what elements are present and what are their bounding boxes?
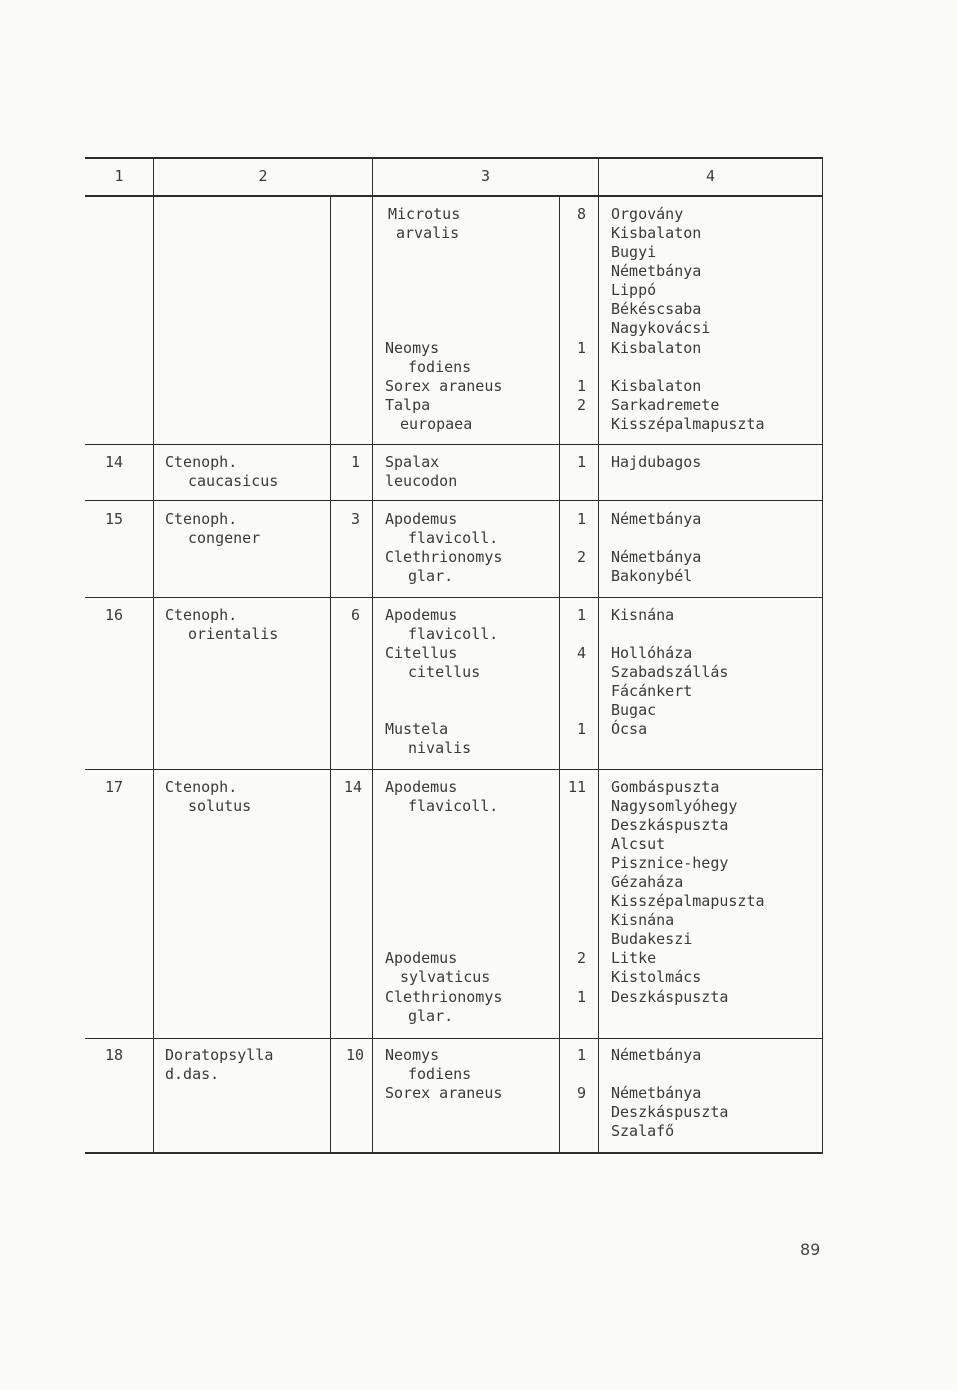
total-count: 14 (343, 778, 362, 796)
row-divider (85, 769, 823, 770)
flea-species: Ctenoph. (165, 510, 238, 528)
subcolumn-divider (330, 195, 331, 1154)
locality: Deszkáspuszta (611, 988, 729, 1006)
row-number: 18 (105, 1046, 124, 1064)
table-right-border (822, 157, 823, 1154)
locality: Szalafő (611, 1122, 675, 1140)
host-count: 1 (576, 606, 586, 624)
host-species: arvalis (396, 224, 460, 242)
total-count: 3 (350, 510, 360, 528)
host-count: 1 (576, 510, 586, 528)
table-bottom-border (85, 1152, 823, 1154)
total-count: 1 (350, 453, 360, 471)
host-species: Citellus (385, 644, 458, 662)
row-divider (85, 500, 823, 501)
column-divider (153, 157, 154, 1154)
host-count: 1 (576, 453, 586, 471)
locality: Litke (611, 949, 657, 967)
host-species: Spalax (385, 453, 440, 471)
locality: Hollóháza (611, 644, 693, 662)
locality: Németbánya (611, 1084, 702, 1102)
row-divider (85, 444, 823, 445)
host-species: europaea (400, 415, 473, 433)
host-count: 1 (576, 720, 586, 738)
locality: Lippó (611, 281, 657, 299)
row-number: 16 (105, 606, 124, 624)
host-count: 1 (576, 988, 586, 1006)
host-species: citellus (408, 663, 481, 681)
locality: Nagykovácsi (611, 319, 711, 337)
row-number: 14 (105, 453, 124, 471)
host-species: Clethrionomys (385, 988, 503, 1006)
host-species: glar. (408, 1007, 454, 1025)
locality: Bakonybél (611, 567, 693, 585)
host-species: Neomys (385, 1046, 440, 1064)
flea-species: Ctenoph. (165, 606, 238, 624)
host-species: Sorex araneus (385, 377, 503, 395)
host-species: Microtus (388, 205, 461, 223)
host-species: Apodemus (385, 510, 458, 528)
locality: Fácánkert (611, 682, 693, 700)
locality: Kistolmács (611, 968, 702, 986)
total-count: 6 (350, 606, 360, 624)
host-species: Apodemus (385, 606, 458, 624)
host-species: Clethrionomys (385, 548, 503, 566)
row-number: 17 (105, 778, 124, 796)
locality: Gombáspuszta (611, 778, 720, 796)
host-species: flavicoll. (408, 797, 499, 815)
column-header: 3 (480, 167, 491, 185)
locality: Nagysomlyóhegy (611, 797, 738, 815)
host-species: nivalis (408, 739, 472, 757)
locality: Sarkadremete (611, 396, 720, 414)
column-divider (372, 157, 373, 1154)
locality: Kisszépalmapuszta (611, 892, 765, 910)
locality: Deszkáspuszta (611, 1103, 729, 1121)
locality: Németbánya (611, 262, 702, 280)
host-species: sylvaticus (400, 968, 491, 986)
flea-species: caucasicus (188, 472, 279, 490)
host-count: 9 (576, 1084, 586, 1102)
host-species: flavicoll. (408, 625, 499, 643)
locality: Deszkáspuszta (611, 816, 729, 834)
locality: Ócsa (611, 720, 648, 738)
flea-species: orientalis (188, 625, 279, 643)
host-count: 2 (576, 949, 586, 967)
column-header: 4 (705, 167, 716, 185)
locality: Szabadszállás (611, 663, 729, 681)
host-species: Apodemus (385, 949, 458, 967)
host-species: fodiens (408, 358, 472, 376)
column-header: 1 (114, 167, 124, 185)
row-divider (85, 1038, 823, 1039)
host-count: 11 (567, 778, 586, 796)
host-species: fodiens (408, 1065, 472, 1083)
host-count: 2 (576, 396, 586, 414)
host-count: 1 (576, 377, 586, 395)
host-count: 1 (576, 339, 586, 357)
host-species: Talpa (385, 396, 431, 414)
locality: Kisnána (611, 911, 675, 929)
header-bottom-border (85, 195, 823, 197)
locality: Kisbalaton (611, 224, 702, 242)
host-species: leucodon (385, 472, 458, 490)
host-count: 8 (576, 205, 586, 223)
flea-species: Ctenoph. (165, 453, 238, 471)
host-count: 4 (576, 644, 586, 662)
host-species: flavicoll. (408, 529, 499, 547)
locality: Békéscsaba (611, 300, 702, 318)
flea-species: Doratopsylla (165, 1046, 274, 1064)
column-header: 2 (258, 167, 268, 185)
flea-species: congener (188, 529, 261, 547)
row-divider (85, 597, 823, 598)
locality: Pisznice-hegy (611, 854, 729, 872)
locality: Németbánya (611, 548, 702, 566)
locality: Bugyi (611, 243, 657, 261)
column-divider (598, 157, 599, 1154)
row-number: 15 (105, 510, 124, 528)
locality: Orgovány (611, 205, 684, 223)
host-species: Mustela (385, 720, 449, 738)
locality: Bugac (611, 701, 657, 719)
locality: Kisszépalmapuszta (611, 415, 765, 433)
flea-species: Ctenoph. (165, 778, 238, 796)
locality: Németbánya (611, 1046, 702, 1064)
table-top-border (85, 157, 823, 159)
flea-species: d.das. (165, 1065, 220, 1083)
locality: Kisbalaton (611, 339, 702, 357)
locality: Kisnána (611, 606, 675, 624)
locality: Németbánya (611, 510, 702, 528)
total-count: 10 (345, 1046, 364, 1064)
flea-species: solutus (188, 797, 252, 815)
host-species: Neomys (385, 339, 440, 357)
locality: Kisbalaton (611, 377, 702, 395)
host-species: Sorex araneus (385, 1084, 503, 1102)
host-count: 1 (576, 1046, 586, 1064)
host-species: glar. (408, 567, 454, 585)
locality: Hajdubagos (611, 453, 702, 471)
host-species: Apodemus (385, 778, 458, 796)
locality: Alcsut (611, 835, 666, 853)
locality: Gézaháza (611, 873, 684, 891)
page-number: 89 (800, 1240, 821, 1259)
host-count: 2 (576, 548, 586, 566)
locality: Budakeszi (611, 930, 693, 948)
